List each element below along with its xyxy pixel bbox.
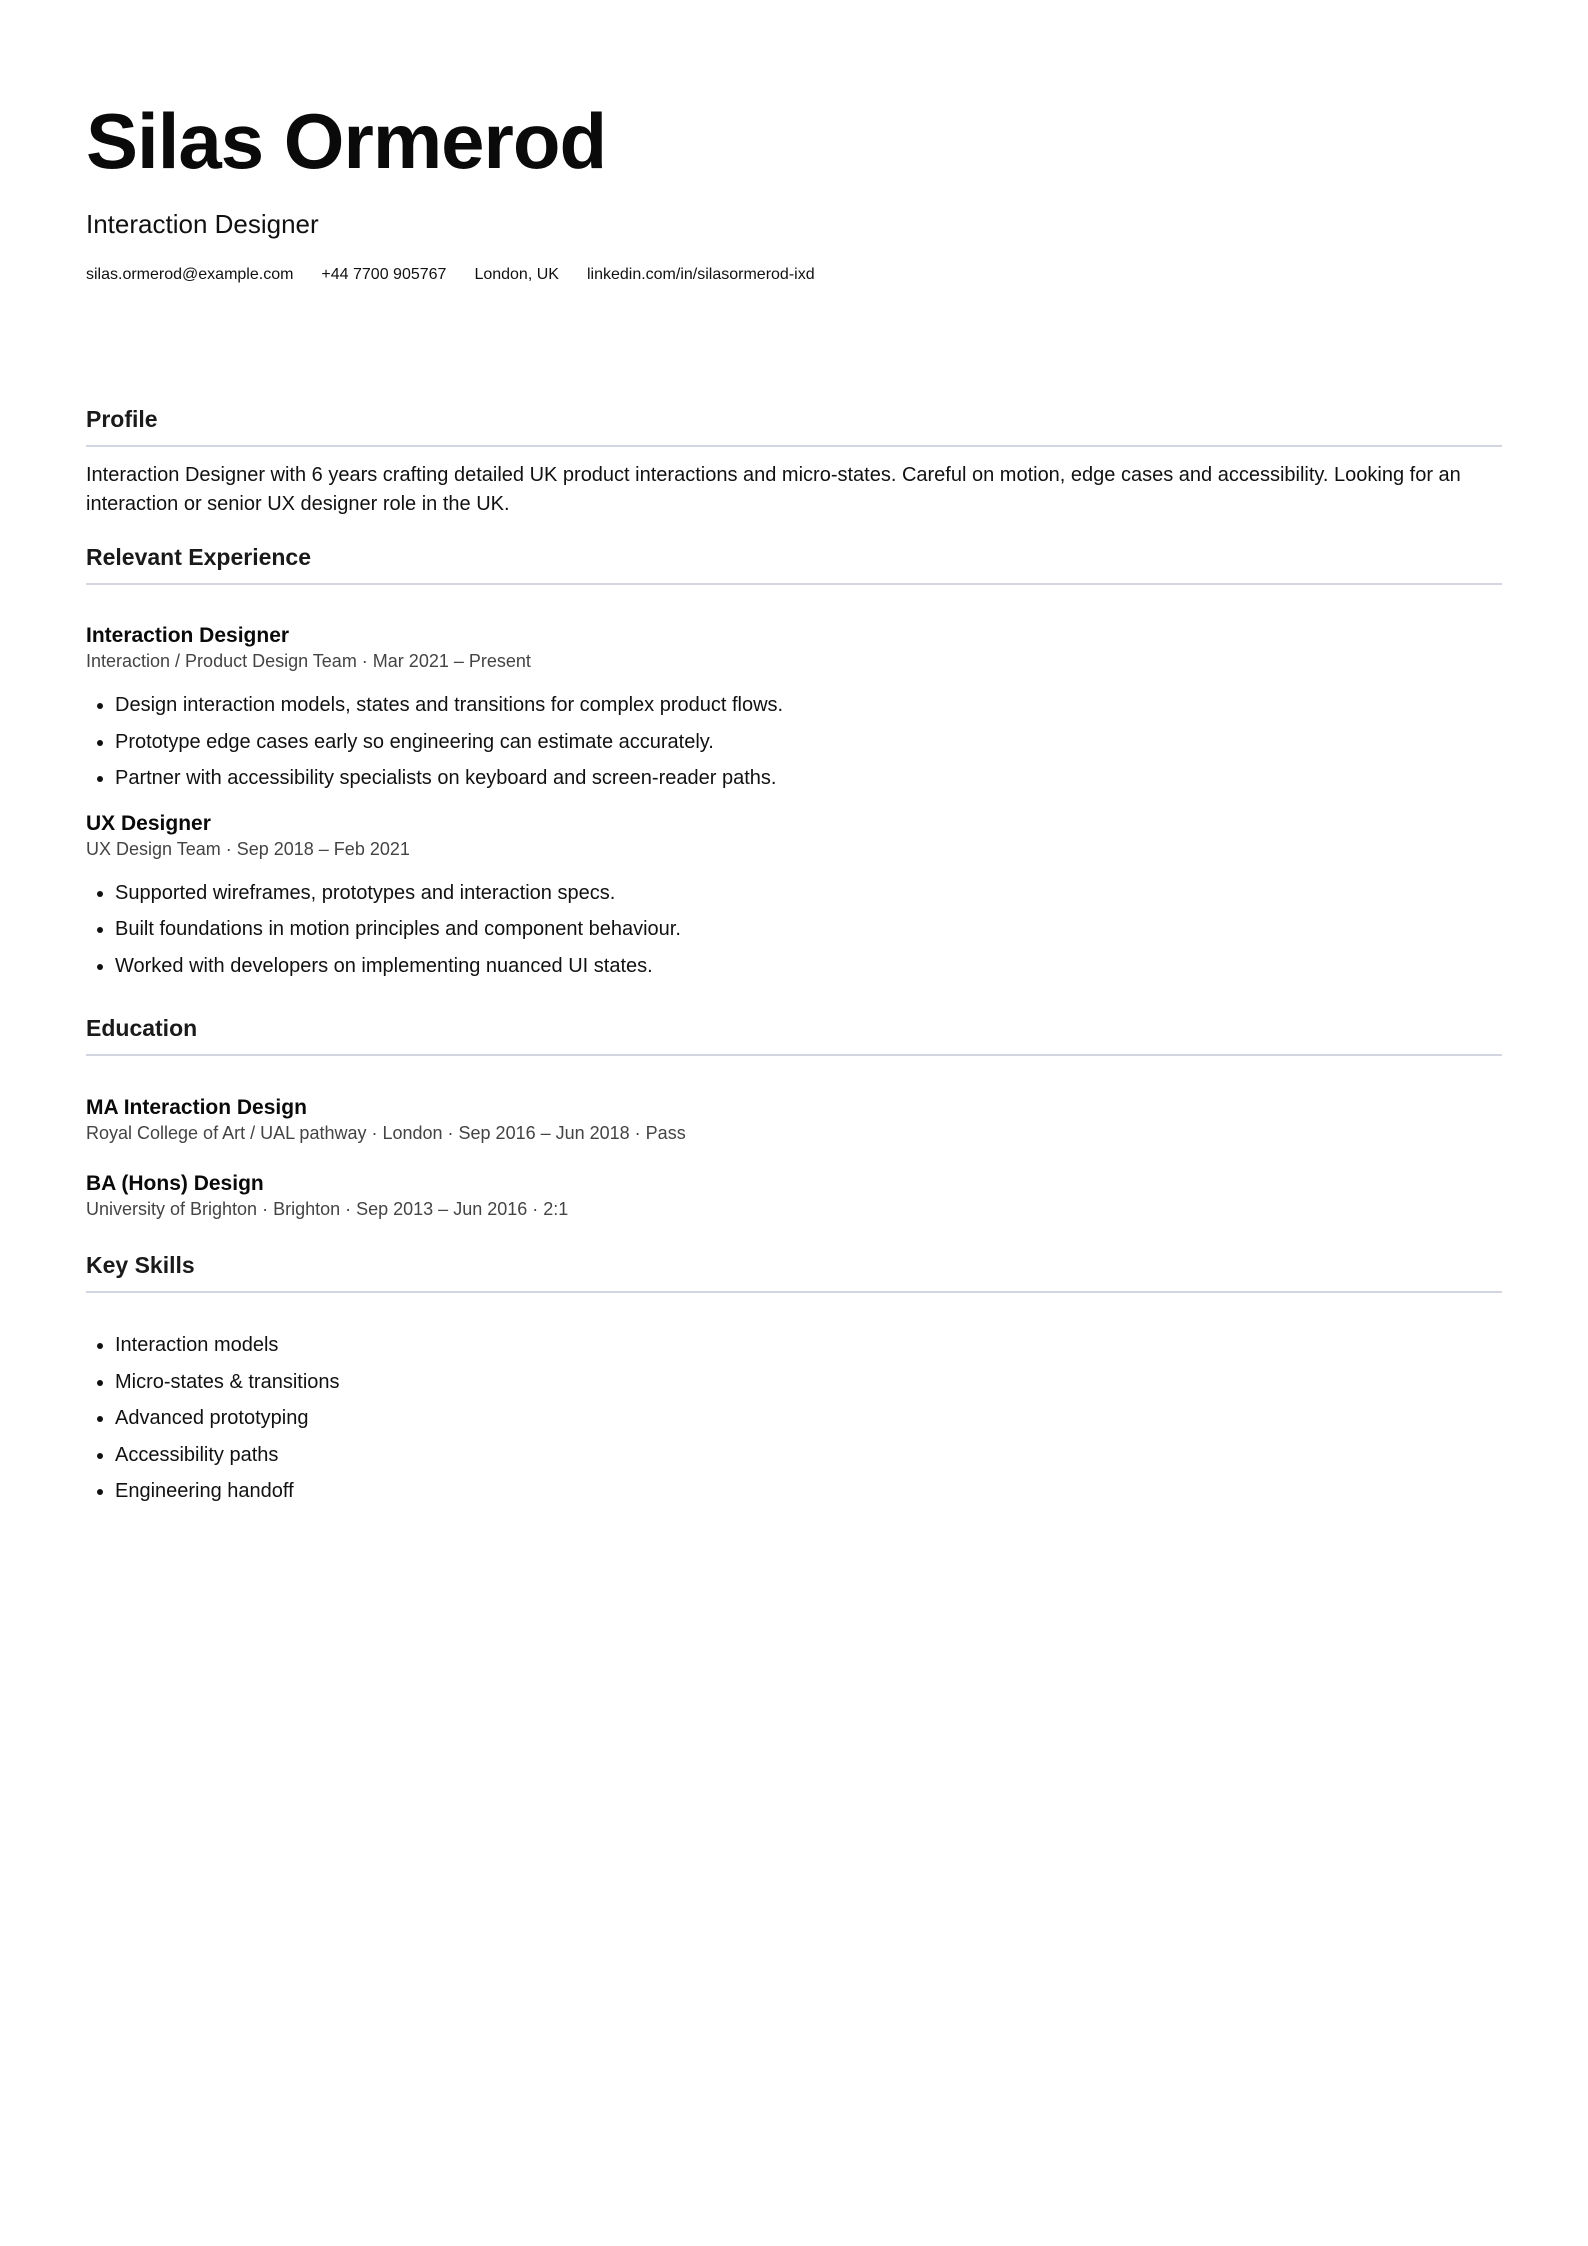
job-bullet: • Prototype edge cases early so engineering can estimate accurately. [115,724,1502,761]
skill-item: • Accessibility paths [115,1437,1502,1474]
job-bullet: • Partner with accessibility specialists on keyboard and screen-reader paths. [115,760,1502,797]
job-bullet: • Built foundations in motion principles and component behaviour. [115,911,1502,948]
contact-location: London, UK [474,266,559,283]
degree-meta: University of Brighton · Brighton · Sep 2013 – Jun 2016 · 2:1 [86,1199,569,1219]
job-bullet: • Supported wireframes, prototypes and interaction specs. [115,875,1502,912]
experience-entry [86,811,1502,985]
skill-item: • Advanced prototyping [115,1400,1502,1437]
contact-linkedin: linkedin.com/in/silasormerod-ixd [586,266,815,283]
contact-line [86,264,1502,286]
job-bullets [86,687,1502,797]
skill-item: • Micro-states & transitions [115,1364,1502,1401]
degree-meta: Royal College of Art / UAL pathway · London · Sep 2016 – Jun 2018 · Pass [86,1123,686,1143]
section-title-skills: Key Skills [86,1251,1502,1293]
resume-header [86,96,1502,286]
contact-phone: +44 7700 905767 [321,266,447,283]
section-title-profile: Profile [86,405,1502,447]
skill-item: • Engineering handoff [115,1473,1502,1510]
skills-section [86,1251,1502,1510]
job-bullet: • Design interaction models, states and transitions for complex product flows. [115,687,1502,724]
experience-entry [86,623,1502,797]
candidate-role: Interaction Designer [86,209,319,239]
section-title-education: Education [86,1014,1502,1056]
profile-section [86,405,1502,519]
degree-title: BA (Hons) Design [86,1172,264,1195]
section-title-experience: Relevant Experience [86,543,1502,585]
job-bullets [86,875,1502,985]
profile-summary: Interaction Designer with 6 years crafting detailed UK product interactions and micro-states. Careful on motion, edge cases and accessibility. Looking for an interaction or senior UX designer role in the UK. [86,464,1461,515]
education-entry [86,1095,1502,1145]
education-entry [86,1171,1502,1221]
job-title: UX Designer [86,811,211,835]
job-meta: Interaction / Product Design Team · Mar 2021 – Present [86,651,531,671]
experience-section [86,543,1502,984]
job-title: Interaction Designer [86,624,290,647]
candidate-name: Silas Ormerod [86,97,607,185]
skills-list [86,1327,1502,1510]
contact-email: silas.ormerod@example.com [86,266,294,283]
skill-item: • Interaction models [115,1327,1502,1364]
job-bullet: • Worked with developers on implementing nuanced UI states. [115,948,1502,985]
degree-title: MA Interaction Design [86,1096,307,1119]
education-section [86,1014,1502,1221]
job-meta: UX Design Team · Sep 2018 – Feb 2021 [86,838,410,859]
